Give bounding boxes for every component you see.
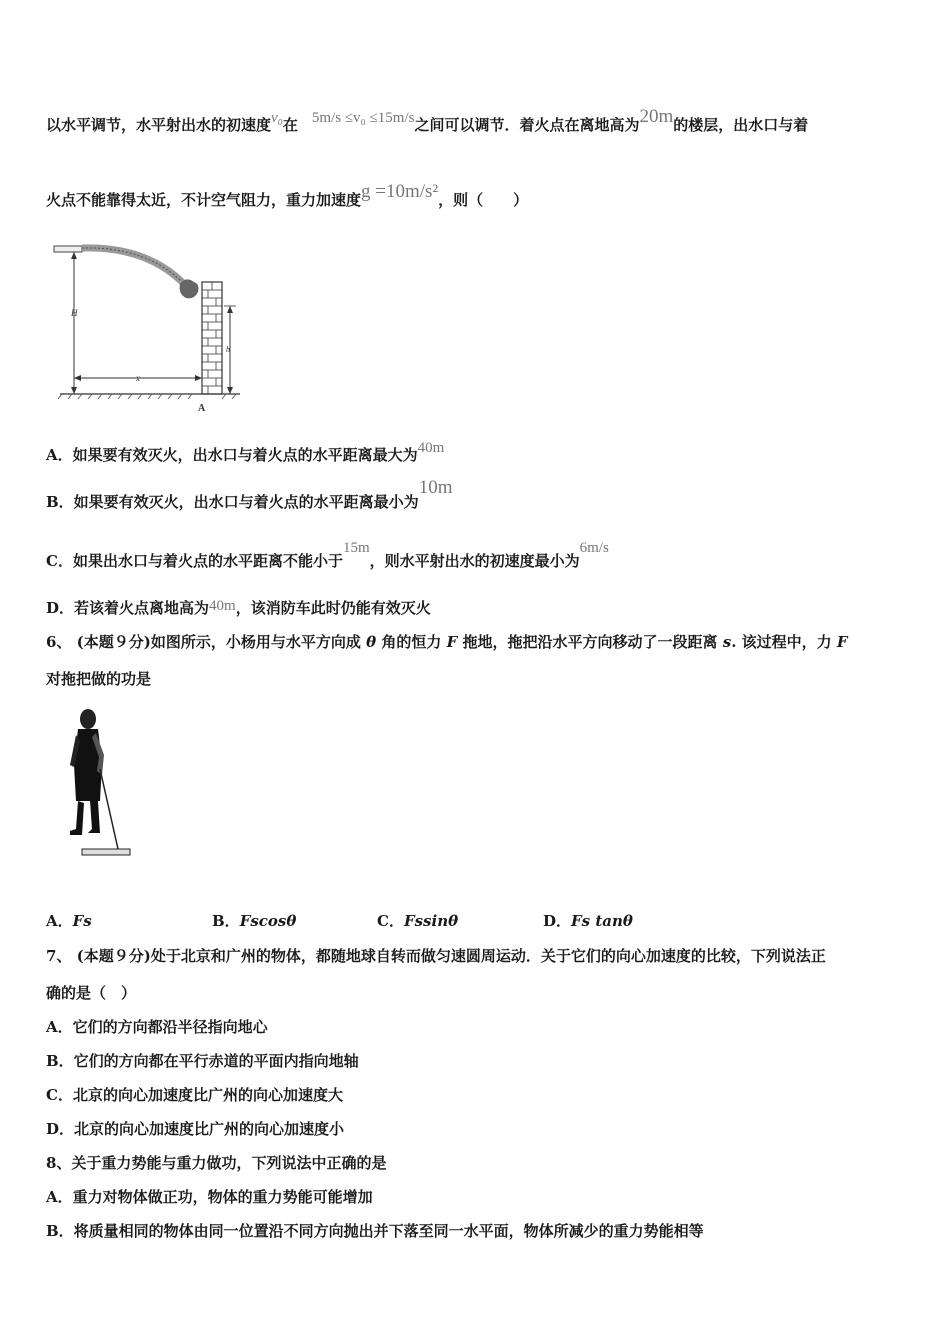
q7-line-1 bbox=[46, 945, 826, 966]
q8-text: 8、关于重力势能与重力做功，下列说法中正确的是 bbox=[46, 1154, 387, 1172]
fire-height: 20m bbox=[639, 106, 674, 127]
q6-text: 对拖把做的功是 bbox=[46, 670, 152, 688]
option-expression: Fs tanθ bbox=[571, 912, 633, 930]
option-text: B．如果要有效灭火，出水口与着火点的水平距离最小为 bbox=[46, 493, 419, 511]
q6-text: 6、 (本题９分)如图所示，小杨用与水平方向成 bbox=[46, 633, 361, 651]
head bbox=[80, 709, 96, 729]
q5-text: 以水平调节，水平射出水的初速度 bbox=[46, 116, 272, 134]
option-value: 15m bbox=[342, 540, 370, 556]
label-x: x bbox=[136, 373, 140, 383]
q7-option-b bbox=[46, 1050, 359, 1071]
q6-text: 拖地，拖把沿水平方向移动了一段距离 bbox=[462, 633, 718, 651]
theta-symbol: θ bbox=[366, 633, 377, 651]
q8-option-b bbox=[46, 1220, 704, 1241]
label-A: A bbox=[198, 403, 206, 414]
option-text: A．它们的方向都沿半径指向地心 bbox=[46, 1018, 268, 1036]
q8-option-a bbox=[46, 1186, 373, 1207]
option-label: A． bbox=[46, 912, 73, 930]
option-text: ，则水平射出水的初速度最小为 bbox=[369, 552, 580, 570]
option-text: C．如果出水口与着火点的水平距离不能小于 bbox=[46, 552, 343, 570]
q5-option-d bbox=[46, 597, 431, 618]
v0-symbol: v₀ bbox=[271, 110, 283, 126]
q7-option-d bbox=[46, 1118, 344, 1139]
option-label: B． bbox=[212, 912, 240, 930]
q6-text: . 该过程中，力 bbox=[731, 633, 832, 651]
option-text: A．重力对物体做正功，物体的重力势能可能增加 bbox=[46, 1188, 373, 1206]
option-text: B．将质量相同的物体由同一位置沿不同方向抛出并下落至同一水平面，物体所减少的重力势能相等 bbox=[46, 1222, 704, 1240]
option-expression: Fssinθ bbox=[403, 912, 459, 930]
gravity-value: g =10m/s² bbox=[361, 181, 439, 202]
q5-text: 的楼层，出水口与着 bbox=[673, 116, 809, 134]
option-text: D．若该着火点离地高为 bbox=[46, 599, 210, 617]
option-label: D． bbox=[543, 912, 572, 930]
splash bbox=[180, 279, 199, 298]
q5-text: 火点不能靠得太近，不计空气阻力，重力加速度 bbox=[46, 191, 362, 209]
water-jet-figure bbox=[50, 240, 240, 415]
force-symbol: F bbox=[836, 633, 848, 651]
q5-option-c bbox=[46, 540, 609, 571]
force-symbol: F bbox=[446, 633, 458, 651]
q5-text: ，则（ ） bbox=[438, 191, 529, 209]
q7-line-2 bbox=[46, 982, 136, 1003]
q8-line-1 bbox=[46, 1152, 386, 1173]
q6-option-d bbox=[543, 910, 633, 931]
q6-line-1 bbox=[46, 631, 848, 652]
option-value: 6m/s bbox=[579, 540, 609, 556]
q7-option-c bbox=[46, 1084, 343, 1105]
option-value: 40m bbox=[209, 598, 236, 614]
q7-option-a bbox=[46, 1016, 268, 1037]
q7-text: 确的是（ ） bbox=[46, 984, 137, 1002]
mop-head bbox=[82, 849, 130, 855]
q7-text: 7、 (本题９分)处于北京和广州的物体，都随地球自转而做匀速圆周运动．关于它们的向心加速度的比较，下列说法正 bbox=[46, 947, 826, 965]
label-H: H bbox=[71, 308, 78, 318]
legs bbox=[70, 801, 84, 835]
q6-option-b bbox=[212, 910, 296, 931]
option-expression: Fs bbox=[72, 912, 92, 930]
q5-text: 之间可以调节．着火点在离地高为 bbox=[414, 116, 640, 134]
option-text: D．北京的向心加速度比广州的向心加速度小 bbox=[46, 1120, 345, 1138]
brick-wall bbox=[202, 282, 222, 394]
q5-option-b bbox=[46, 477, 453, 513]
q5-option-a bbox=[46, 440, 445, 465]
q5-line-1 bbox=[46, 106, 809, 136]
mopping-figure bbox=[60, 705, 140, 865]
distance-symbol: s bbox=[722, 633, 732, 651]
option-value: 40m bbox=[417, 440, 445, 456]
q6-line-2 bbox=[46, 668, 151, 689]
option-text: C．北京的向心加速度比广州的向心加速度大 bbox=[46, 1086, 343, 1104]
option-text: B．它们的方向都在平行赤道的平面内指向地轴 bbox=[46, 1052, 359, 1070]
option-text: A．如果要有效灭火，出水口与着火点的水平距离最大为 bbox=[46, 446, 418, 464]
nozzle bbox=[54, 246, 82, 252]
option-expression: Fscosθ bbox=[239, 912, 297, 930]
velocity-range: 5m/s ≤v₀ ≤15m/s bbox=[311, 110, 415, 126]
q5-text: 在 bbox=[282, 116, 298, 134]
q6-option-c bbox=[377, 910, 458, 931]
option-text: ，该消防车此时仍能有效灭火 bbox=[235, 599, 431, 617]
option-label: C． bbox=[377, 912, 404, 930]
label-h: h bbox=[226, 345, 230, 354]
mop-handle bbox=[100, 769, 118, 849]
q6-option-a bbox=[46, 910, 92, 931]
option-value: 10m bbox=[418, 477, 453, 498]
q5-line-2 bbox=[46, 181, 529, 211]
q6-text: 角的恒力 bbox=[381, 633, 442, 651]
